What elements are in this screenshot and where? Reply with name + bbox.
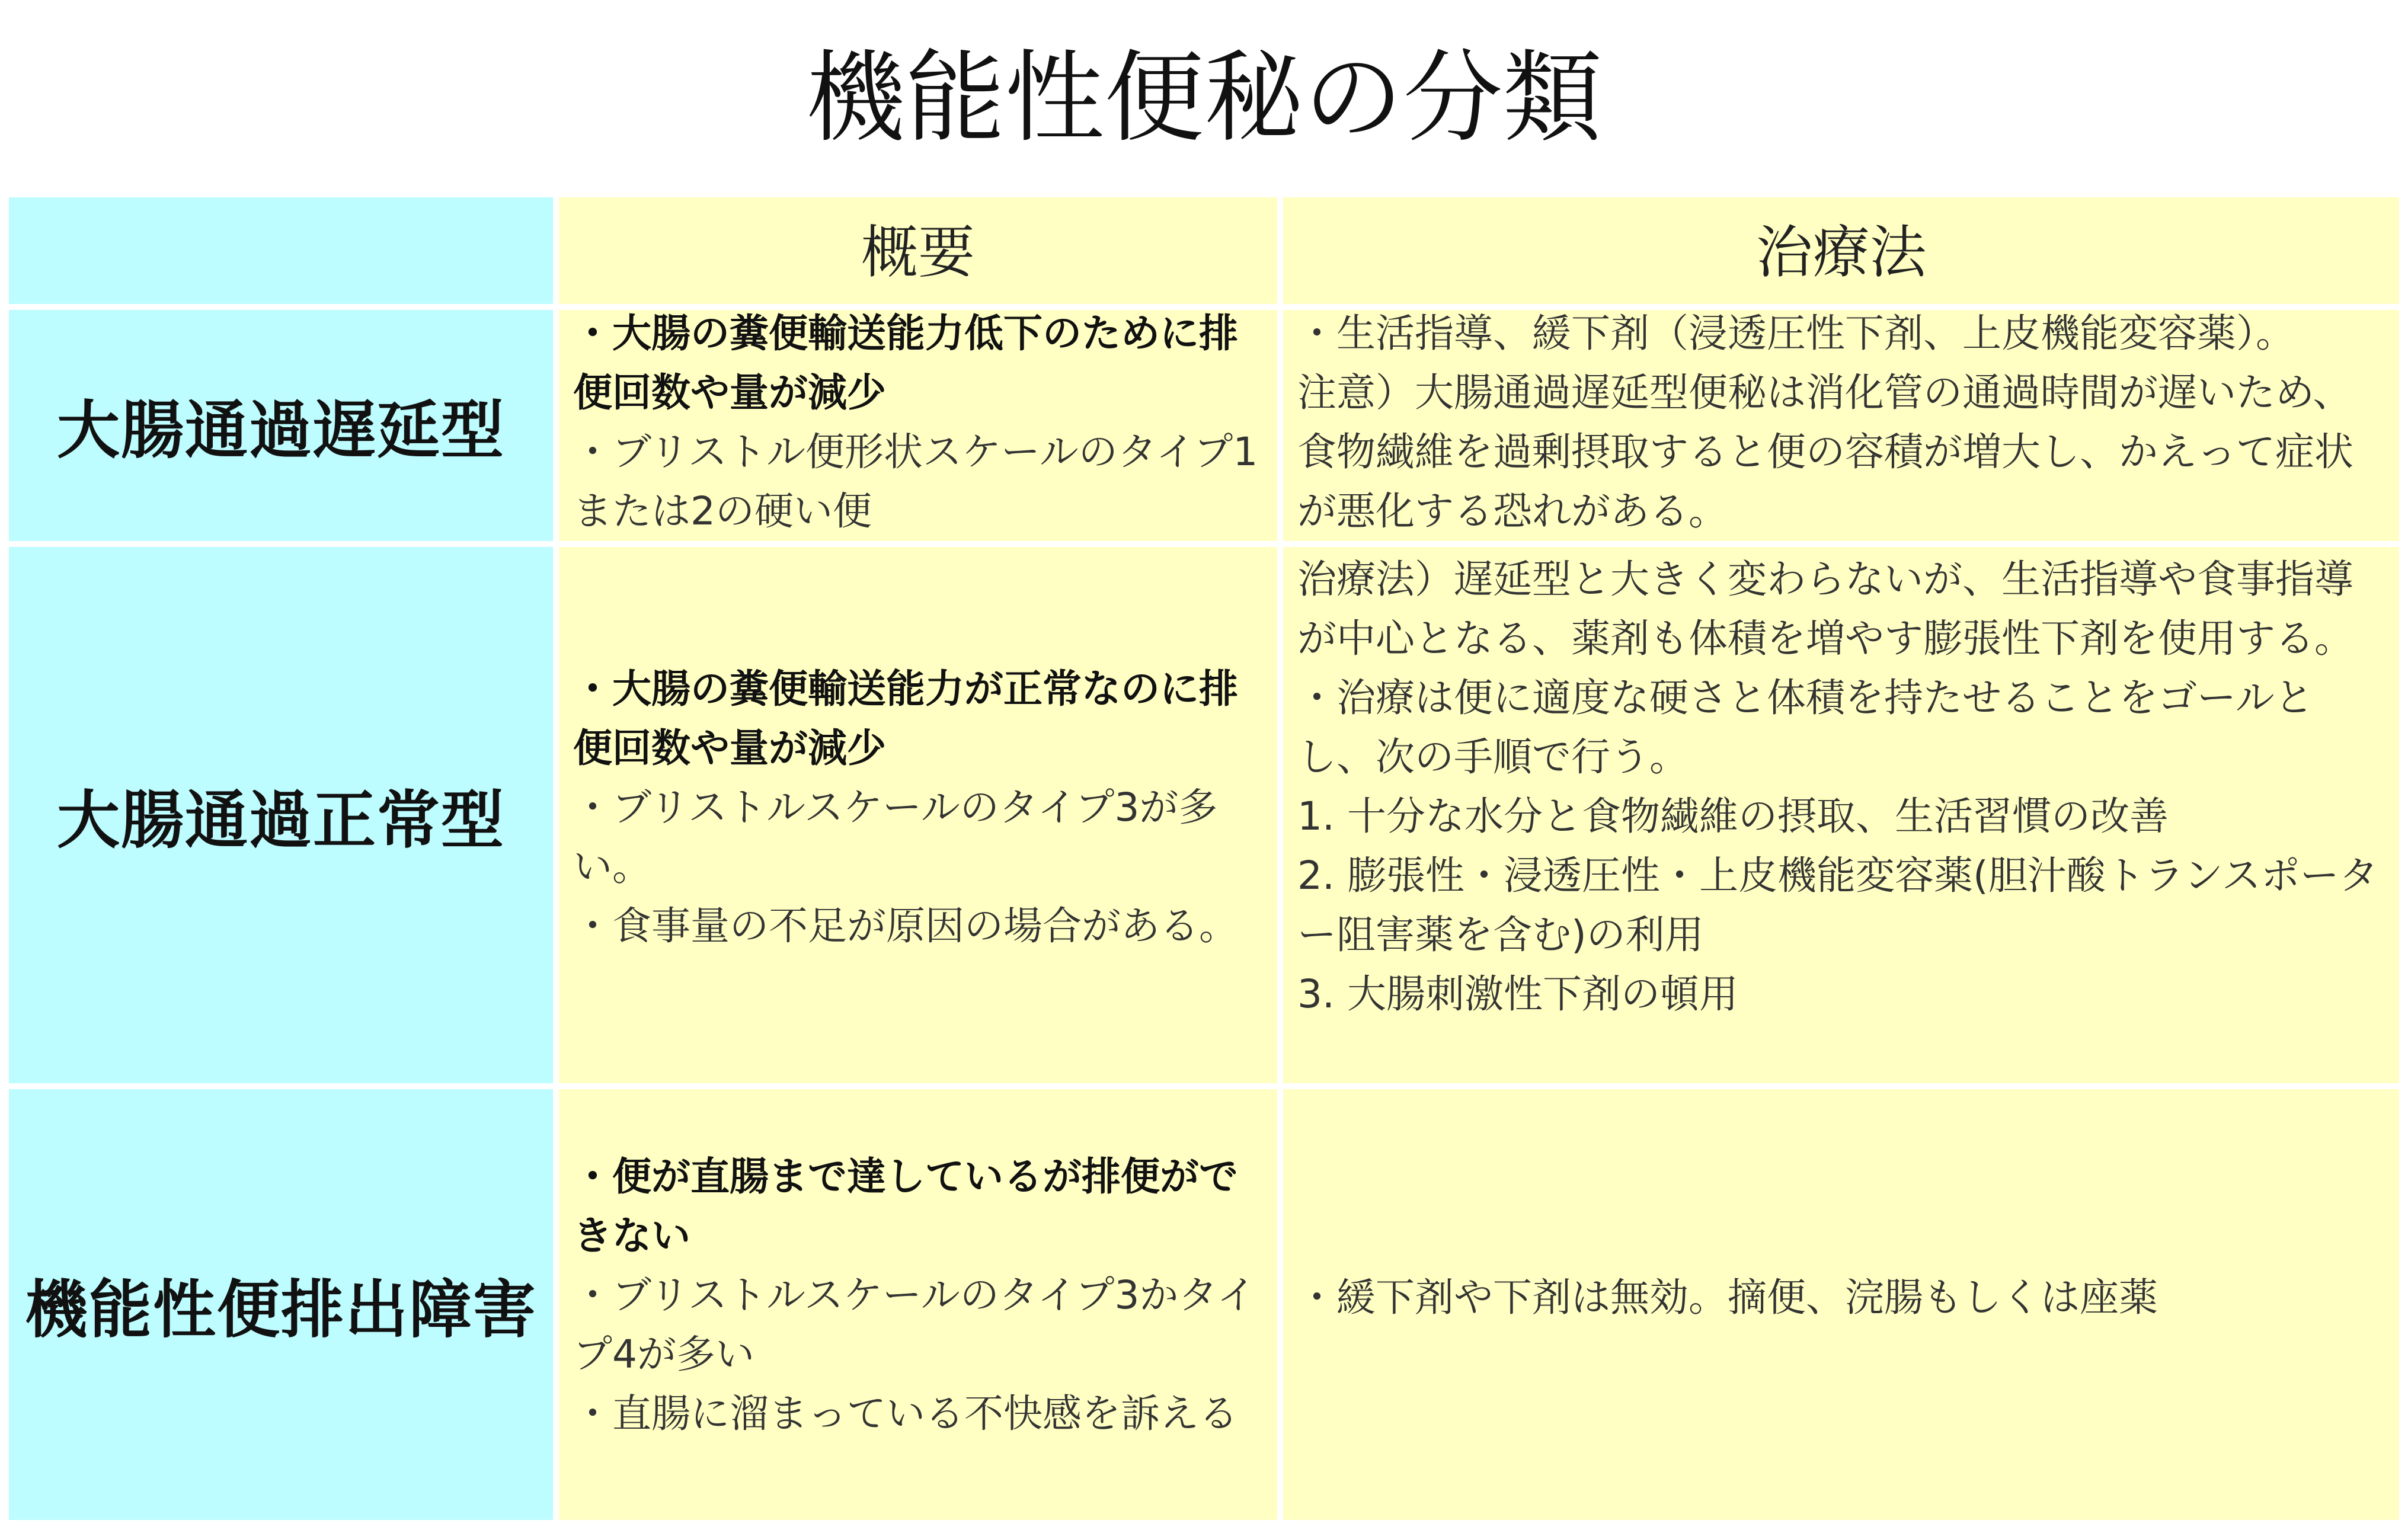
- summary-line: 便回数や量が減少: [573, 725, 886, 771]
- treatment-line: ・緩下剤や下剤は無効。摘便、浣腸もしくは座薬: [1297, 1275, 2158, 1320]
- treatment-line: が悪化する恐れがある。: [1297, 488, 1728, 534]
- row-label-defecation-disorder: 機能性便排出障害: [9, 1089, 553, 1520]
- treatment-line: 治療法）遅延型と大きく変わらないが、生活指導や食事指導: [1297, 556, 2353, 602]
- row-label-normal-transit: 大腸通過正常型: [9, 547, 553, 1083]
- header-treatment: 治療法: [1755, 219, 1927, 286]
- summary-line: ・ブリストルスケールのタイプ3かタイ: [573, 1272, 1256, 1318]
- header-summary: 概要: [861, 219, 975, 286]
- row-label-slow-transit: 大腸通過遅延型: [9, 310, 553, 541]
- treatment-line: 食物繊維を過剰摂取すると便の容積が増大し、かえって症状: [1297, 429, 2353, 475]
- treatment-cell-normal-transit: [1283, 547, 2399, 1083]
- summary-line: プ4が多い: [573, 1332, 754, 1377]
- summary-line: ・食事量の不足が原因の場合がある。: [573, 903, 1238, 949]
- summary-cell-normal-transit: [559, 547, 1277, 1083]
- treatment-line: 注意）大腸通過遅延型便秘は消化管の通過時間が遅いため、: [1297, 370, 2352, 415]
- header-cell-treatment: [1283, 197, 2399, 304]
- header-cell-summary: [559, 197, 1277, 304]
- summary-line: きない: [573, 1213, 690, 1259]
- treatment-line: し、次の手順で行う。: [1297, 734, 1689, 780]
- treatment-line: ・生活指導、緩下剤（浸透圧性下剤、上皮機能変容薬）。: [1297, 311, 2295, 356]
- summary-line: い。: [573, 844, 651, 889]
- treatment-line: が中心となる、薬剤も体積を増やす膨張性下剤を使用する。: [1297, 616, 2353, 661]
- summary-line: ・ブリストルスケールのタイプ3が多: [573, 785, 1218, 830]
- summary-line: または2の硬い便: [573, 488, 872, 534]
- header-cell-label-column: [9, 197, 553, 304]
- treatment-line: ー阻害薬を含む)の利用: [1297, 912, 1704, 958]
- treatment-line: 3. 大腸刺激性下剤の頓用: [1297, 971, 1738, 1017]
- summary-line: ・大腸の糞便輸送能力低下のために排: [573, 311, 1238, 356]
- summary-line: ・ブリストル便形状スケールのタイプ1: [573, 429, 1258, 475]
- treatment-cell-defecation-disorder: [1283, 1089, 2399, 1520]
- summary-line: 便回数や量が減少: [573, 370, 886, 415]
- summary-line: ・便が直腸まで達しているが排便がで: [573, 1154, 1238, 1199]
- treatment-line: 2. 膨張性・浸透圧性・上皮機能変容薬(胆汁酸トランスポータ: [1297, 853, 2378, 898]
- summary-line: ・大腸の糞便輸送能力が正常なのに排: [573, 666, 1238, 712]
- treatment-cell-slow-transit: [1283, 310, 2399, 541]
- treatment-line: ・治療は便に適度な硬さと体積を持たせることをゴールと: [1297, 675, 2314, 721]
- treatment-line: 1. 十分な水分と食物繊維の摂取、生活習慣の改善: [1297, 793, 2169, 839]
- summary-line: ・直腸に溜まっている不快感を訴える: [573, 1391, 1238, 1436]
- summary-cell-defecation-disorder: [559, 1089, 1277, 1520]
- page-title: 機能性便秘の分類: [805, 40, 1603, 156]
- summary-cell-slow-transit: [559, 310, 1277, 541]
